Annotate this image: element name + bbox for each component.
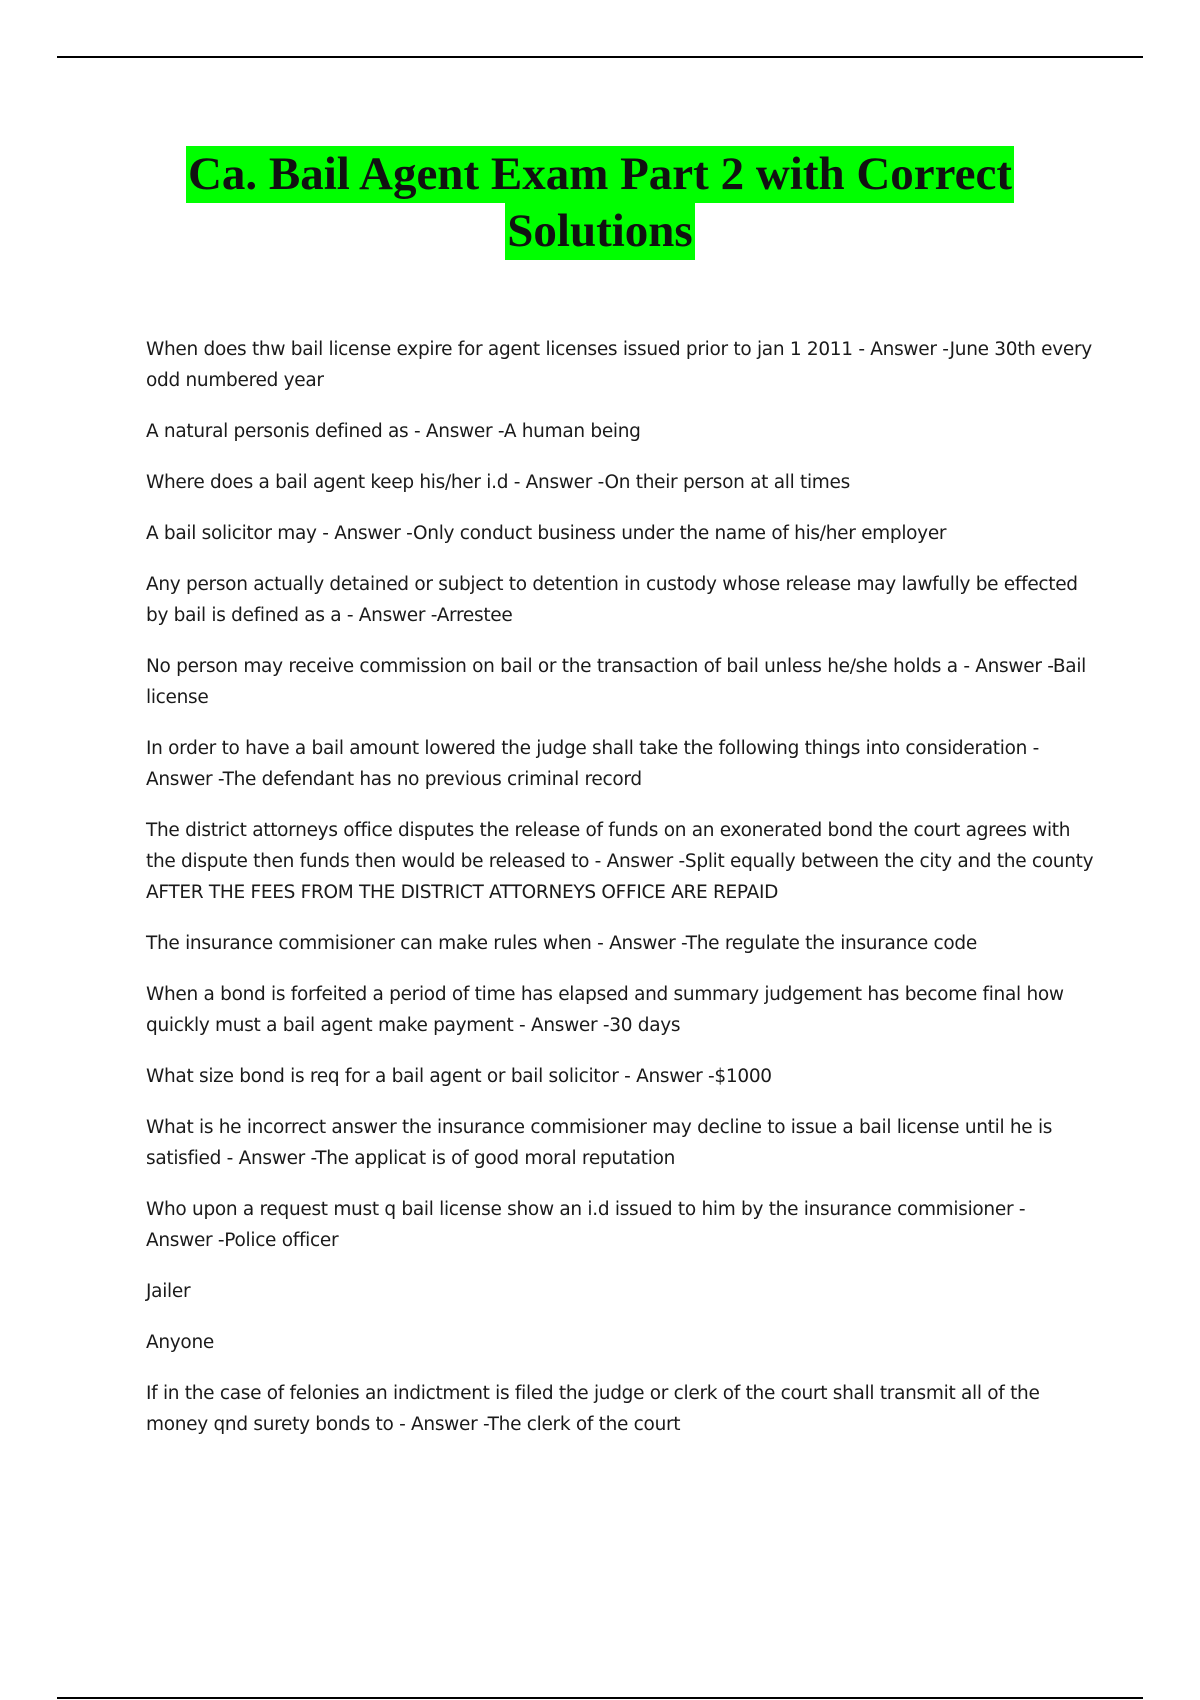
title-line-2: Solutions: [505, 203, 694, 260]
qa-item-14: Jailer: [146, 1281, 191, 1302]
qa-item-7: In order to have a bail amount lowered the judge shall take the following things into consideration - Answer -The defendant has no previous criminal record: [146, 738, 1039, 790]
title-line-1: Ca. Bail Agent Exam Part 2 with Correct: [186, 146, 1014, 203]
bottom-rule: [57, 1697, 1143, 1699]
qa-item-3: Where does a bail agent keep his/her i.d - Answer -On their person at all times: [146, 472, 850, 493]
qa-item-6: No person may receive commission on bail or the transaction of bail unless he/she holds a - Answer -Bail license: [146, 656, 1087, 708]
document-title: [60, 146, 1140, 260]
qa-item-5: Any person actually detained or subject to detention in custody whose release may lawfully be effected by bail is defined as a - Answer -Arrestee: [146, 574, 1078, 626]
qa-item-9: The insurance commisioner can make rules when - Answer -The regulate the insurance code: [146, 933, 977, 954]
top-rule: [57, 56, 1143, 58]
qa-item-15: Anyone: [146, 1332, 214, 1353]
qa-item-11: What size bond is req for a bail agent or bail solicitor - Answer -$1000: [146, 1066, 772, 1087]
qa-item-4: A bail solicitor may - Answer -Only conduct business under the name of his/her employer: [146, 523, 947, 544]
qa-item-16: If in the case of felonies an indictment is filed the judge or clerk of the court shall transmit all of the money qnd surety bonds to - Answer -The clerk of the court: [146, 1383, 1040, 1435]
qa-list: [146, 334, 1096, 1460]
qa-item-13: Who upon a request must q bail license show an i.d issued to him by the insurance commisioner - Answer -Police officer: [146, 1199, 1026, 1251]
qa-item-2: A natural personis defined as - Answer -A human being: [146, 421, 641, 442]
qa-item-12: What is he incorrect answer the insurance commisioner may decline to issue a bail license until he is satisfied - Answer -The applicat is of good moral reputation: [146, 1117, 1053, 1169]
qa-item-1: When does thw bail license expire for agent licenses issued prior to jan 1 2011 - Answer -June 30th every odd numbered year: [146, 339, 1092, 391]
qa-item-8: The district attorneys office disputes the release of funds on an exonerated bond the court agrees with the dispute then funds then would be released to - Answer -Split equally between the city and the county AFTER THE FEES FROM THE DISTRICT ATTORNEYS OFFICE ARE REPAID: [146, 820, 1094, 903]
qa-item-10: When a bond is forfeited a period of time has elapsed and summary judgement has become final how quickly must a bail agent make payment - Answer -30 days: [146, 984, 1064, 1036]
